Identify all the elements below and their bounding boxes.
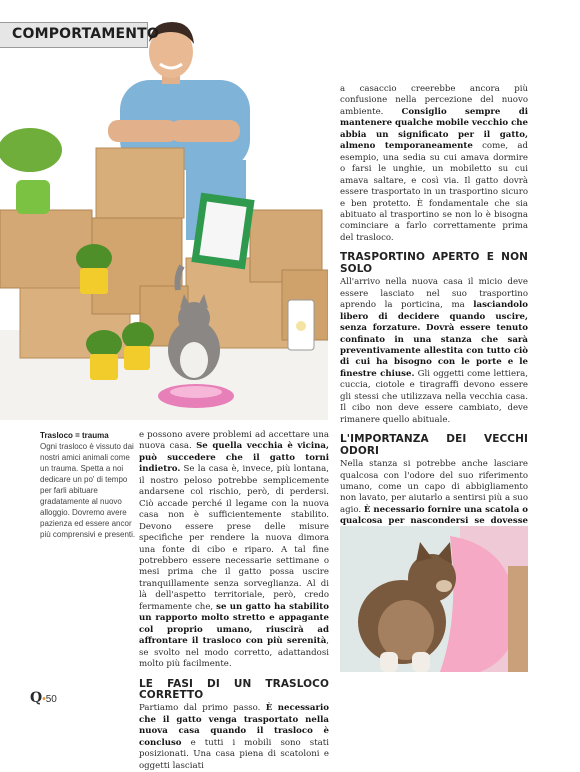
section-heading: LE FASI DI UN TRASLOCO CORRETTO bbox=[139, 677, 329, 701]
text-run: All'arrivo nella nuova casa il micio deve essere lasciato nel suo trasportino aprendo la porticina, ma bbox=[340, 277, 528, 311]
article-column-middle bbox=[139, 430, 329, 772]
text-run: Nella stanza si potrebbe anche lasciare qualcosa con l'odore del suo riferimento umano, come un capo di abbigliamento non lavato, per aiutarlo a sentirsi più a suo agio. bbox=[340, 459, 528, 515]
section-heading: L'IMPORTANZA DEI VECCHI ODORI bbox=[340, 433, 528, 457]
paragraph bbox=[340, 277, 528, 426]
text-run-bold: Se quella vecchia è vicina, può succedere che il gatto torni indietro. bbox=[139, 441, 329, 475]
paragraph bbox=[139, 430, 329, 671]
text-run-bold: Consiglio sempre di mantenere qualche mobile vecchio che abbia un significato per il gatto, almeno temporaneamente bbox=[340, 106, 529, 152]
magazine-logo: Q bbox=[30, 690, 43, 706]
page-footer bbox=[30, 690, 57, 706]
logo-dot-icon: • bbox=[42, 694, 46, 705]
text-run: , se svolto nel modo corretto, adattandosi molto più facilmente. bbox=[139, 636, 329, 670]
text-run: Partiamo dal primo passo. bbox=[139, 703, 266, 714]
caption-title: Trasloco = trauma bbox=[40, 431, 109, 440]
caption-text: Ogni trasloco è vissuto dai nostri amici animali come un trauma. Spetta a noi dedicare un po' di tempo per farli abituare gradatamente al nuovo alloggio. Dovremo avere pazienza ed essere ancor più comprensivi e presenti. bbox=[40, 442, 136, 539]
paragraph bbox=[340, 84, 528, 244]
paragraph bbox=[139, 703, 329, 772]
text-run-bold: lasciandolo libero di decidere quando uscire, senza forzature. Dovrà essere tenuto confinato in una stanza che sarà preventivamente allestita con tutto ciò di cui ha bisogno con le porte e le finestre chiuse. bbox=[340, 300, 528, 379]
text-run-bold: È necessario che il gatto venga trasportato nella nuova casa quando il trasloco è concluso bbox=[139, 703, 329, 748]
text-run: e tutti i mobili sono stati posizionati. Una casa piena di scatoloni e oggetti lasciati bbox=[139, 737, 329, 771]
section-heading: TRASPORTINO APERTO E NON SOLO bbox=[340, 251, 528, 275]
text-run: come, ad esempio, una sedia su cui amava dormire o farsi le unghie, un mobiletto su cui amava saltare, e così via. Il gatto dovrà essere trasportato in un trasportino sicuro e ben protetto. È fondamentale che sia abituato al trasportino se non lo è bisogna cominciare a farlo correttamente prima del trasloco. bbox=[340, 141, 528, 243]
text-run: a casaccio creerebbe ancora più confusione nella percezione del nuovo ambiente. bbox=[340, 84, 528, 117]
hero-photo-man-with-boxes-and-cat bbox=[0, 0, 328, 420]
page-number: 50 bbox=[45, 694, 57, 705]
photo-caption bbox=[40, 430, 138, 540]
section-label: COMPORTAMENTO bbox=[12, 26, 159, 42]
text-run-bold: È necessario fornire una scatola o qualcosa per nascondersi se dovesse bbox=[340, 504, 528, 527]
text-run: e possono avere problemi ad accettare una nuova casa. bbox=[139, 430, 329, 452]
section-label-tab bbox=[0, 22, 159, 48]
text-run-bold: se un gatto ha stabilito un rapporto molto stretto e appagante col proprio umano, riuscirà ad affrontare il trasloco con più serenità bbox=[139, 601, 329, 647]
cat-sniffing-blanket-photo bbox=[340, 526, 528, 672]
text-run: Se la casa è, invece, più lontana, il nostro peloso potrebbe semplicemente andarsene col rischio, però, di perdersi. Ciò accade perché il legame con la nuova casa non è sufficientemente stabilito. Devono essere prese delle misure specifiche per rendere la nuova dimora una fonte di cibo e riparo. A tal fine potrebbero essere necessarie settimane o mesi prima che il gatto possa uscire tranquillamente senza sorveglianza. Al di là dell'aspetto territoriale, però, credo fermamente che, bbox=[139, 464, 329, 612]
text-run: Gli oggetti come lettiera, cuccia, ciotole e tiragraffi devono essere gli stessi che utilizzava nella vecchia casa. Il cibo non deve essere cambiato, deve rimanere quello abituale. bbox=[340, 368, 528, 425]
